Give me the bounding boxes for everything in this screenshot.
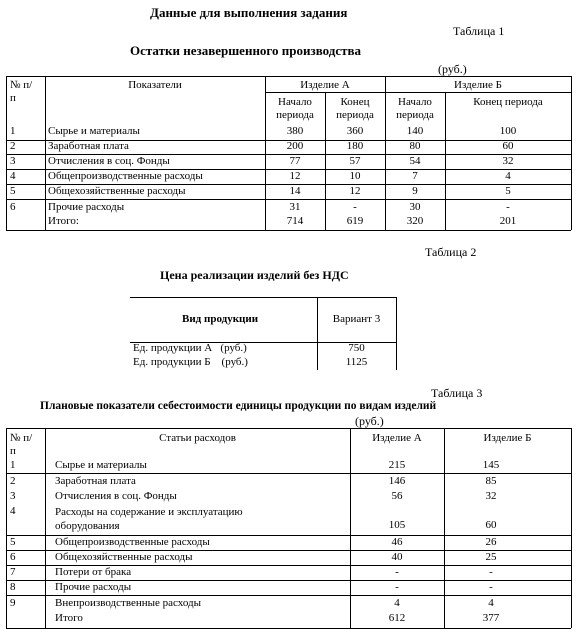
page-heading: Данные для выполнения задания <box>150 5 348 20</box>
table3-unit: (руб.) <box>355 414 384 428</box>
table2-title: Цена реализации изделий без НДС <box>160 268 349 282</box>
table1-label: Таблица 1 <box>453 24 505 38</box>
table3-col-items: Статьи расходов <box>159 432 236 444</box>
table3-product-b: Изделие Б <box>483 432 532 444</box>
table1-a-end: Конец периода <box>336 96 374 121</box>
table1-product-a: Изделие А <box>300 79 350 91</box>
table1-title: Остатки незавершенного производства <box>130 43 362 58</box>
table3-col-num: № п/п <box>10 432 33 457</box>
table2-col-product: Вид продукции <box>182 313 259 325</box>
table3-label: Таблица 3 <box>431 386 483 400</box>
table1-col-num: № п/п <box>10 79 33 104</box>
table2-col-variant: Вариант 3 <box>332 313 381 325</box>
table1-col-indicator: Показатели <box>128 79 182 91</box>
table1-b-start: Начало периода <box>396 96 434 121</box>
table2-label: Таблица 2 <box>425 245 477 259</box>
table1-unit: (руб.) <box>438 62 467 76</box>
table3-product-a: Изделие А <box>372 432 422 444</box>
table3-title: Плановые показатели себестоимости единицы продукции по видам изделий <box>40 400 437 412</box>
table1-b-end: Конец периода <box>473 96 543 108</box>
table1-product-b: Изделие Б <box>454 79 502 91</box>
table1-a-start: Начало периода <box>276 96 314 121</box>
